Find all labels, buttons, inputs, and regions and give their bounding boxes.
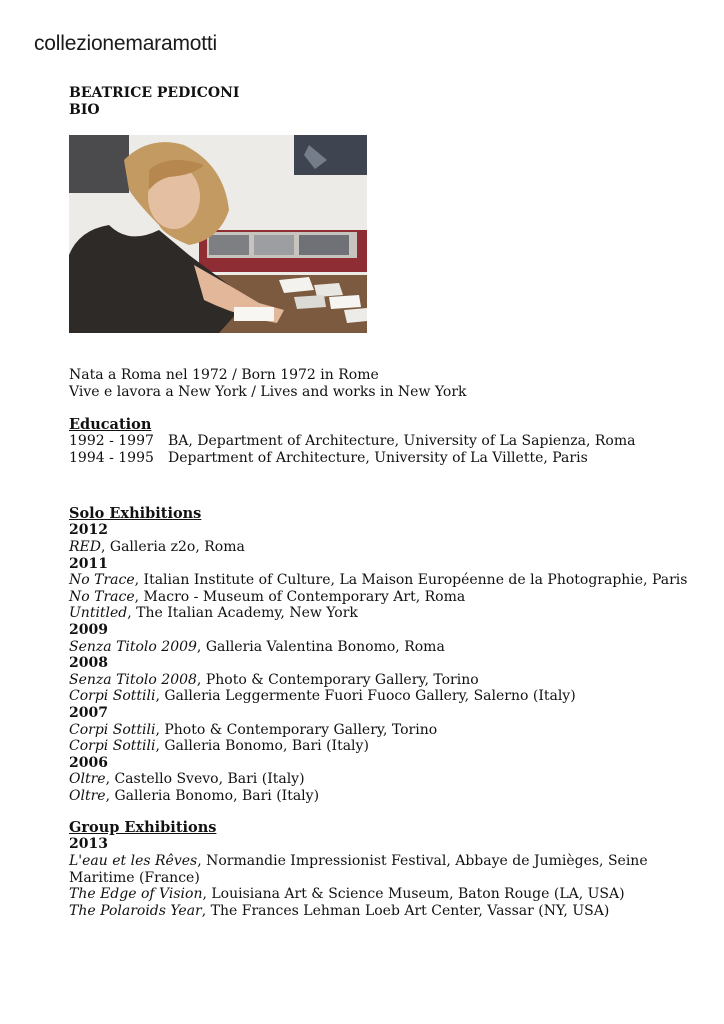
education-list	[69, 433, 709, 466]
education-detail: Department of Architecture, University of La Villette, Paris	[168, 449, 588, 466]
exhibition-year: 2008	[69, 655, 108, 672]
exhibition-title: Senza Titolo 2008	[69, 671, 197, 688]
exhibition-year: 2012	[69, 522, 108, 539]
education-years: 1992 - 1997	[69, 433, 154, 450]
exhibition-item	[69, 572, 709, 589]
exhibition-item	[69, 903, 709, 920]
collezione-maramotti-logo	[34, 30, 217, 58]
artist-name: BEATRICE PEDICONI	[69, 85, 240, 101]
exhibition-venue: , Castello Svevo, Bari (Italy)	[105, 771, 305, 788]
artist-portrait-photo	[69, 135, 367, 333]
exhibition-year: 2013	[69, 836, 108, 853]
exhibition-item	[69, 738, 709, 755]
exhibition-title: Senza Titolo 2009	[69, 638, 197, 655]
exhibition-year: 2006	[69, 754, 108, 771]
education-heading: Education	[69, 416, 152, 434]
exhibition-year: 2007	[69, 704, 108, 721]
residence-line: Vive e lavora a New York / Lives and works in New York	[69, 383, 467, 400]
exhibition-venue: , Normandie Impressionist Festival, Abbaye de Jumièges, Seine Maritime (France)	[69, 853, 648, 886]
exhibition-item	[69, 722, 709, 739]
exhibition-title: Corpi Sottili	[69, 738, 156, 755]
exhibition-venue: , Galleria Leggermente Fuori Fuoco Gallery, Salerno (Italy)	[155, 688, 576, 705]
group-exhibitions-heading: Group Exhibitions	[69, 819, 217, 837]
exhibition-item	[69, 539, 709, 556]
exhibition-venue: , The Italian Academy, New York	[127, 605, 358, 622]
exhibition-title: The Polaroids Year	[69, 902, 202, 919]
logo-text-maramotti: maramotti	[125, 32, 217, 55]
exhibition-venue: , Macro - Museum of Contemporary Art, Roma	[134, 588, 466, 605]
exhibition-venue: , Galleria z2o, Roma	[101, 538, 245, 555]
exhibition-title: Corpi Sottili	[69, 721, 156, 738]
exhibition-venue: , Italian Institute of Culture, La Maison Européenne de la Photographie, Paris	[134, 572, 688, 589]
exhibition-title: Corpi Sottili	[69, 688, 156, 705]
exhibition-title: Oltre	[69, 787, 106, 804]
exhibition-title: Untitled	[69, 605, 128, 622]
education-detail: BA, Department of Architecture, University of La Sapienza, Roma	[168, 433, 636, 450]
exhibition-title: Oltre	[69, 771, 106, 788]
exhibition-item	[69, 771, 709, 788]
group-exhibitions-list	[69, 836, 709, 919]
exhibition-title: No Trace	[69, 588, 135, 605]
exhibition-title: RED	[69, 538, 101, 555]
exhibition-item	[69, 886, 709, 903]
exhibition-item	[69, 589, 709, 606]
education-row	[69, 433, 709, 450]
exhibition-item	[69, 688, 709, 705]
exhibition-item	[69, 853, 709, 886]
exhibition-venue: , Galleria Bonomo, Bari (Italy)	[155, 738, 369, 755]
education-years: 1994 - 1995	[69, 449, 154, 466]
bio-subtitle: BIO	[69, 102, 100, 118]
birth-line: Nata a Roma nel 1972 / Born 1972 in Rome	[69, 367, 379, 383]
exhibition-title: No Trace	[69, 572, 135, 589]
exhibition-venue: , The Frances Lehman Loeb Art Center, Vassar (NY, USA)	[201, 902, 610, 919]
exhibition-year: 2009	[69, 621, 108, 638]
bio-document	[69, 85, 709, 919]
exhibition-item	[69, 605, 709, 622]
exhibition-venue: , Louisiana Art & Science Museum, Baton Rouge (LA, USA)	[202, 886, 625, 903]
education-row	[69, 450, 709, 467]
exhibition-item	[69, 639, 709, 656]
exhibition-item	[69, 788, 709, 805]
exhibition-venue: , Photo & Contemporary Gallery, Torino	[196, 671, 479, 688]
solo-exhibitions-list	[69, 522, 709, 804]
exhibition-venue: , Galleria Valentina Bonomo, Roma	[196, 638, 445, 655]
exhibition-title: The Edge of Vision	[69, 886, 203, 903]
logo-text-collezione: collezione	[34, 32, 126, 55]
exhibition-venue: , Galleria Bonomo, Bari (Italy)	[105, 787, 320, 804]
solo-exhibitions-heading: Solo Exhibitions	[69, 505, 202, 523]
exhibition-title: L'eau et les Rêves	[69, 853, 198, 870]
exhibition-venue: , Photo & Contemporary Gallery, Torino	[155, 721, 438, 738]
exhibition-item	[69, 672, 709, 689]
exhibition-year: 2011	[69, 555, 108, 572]
